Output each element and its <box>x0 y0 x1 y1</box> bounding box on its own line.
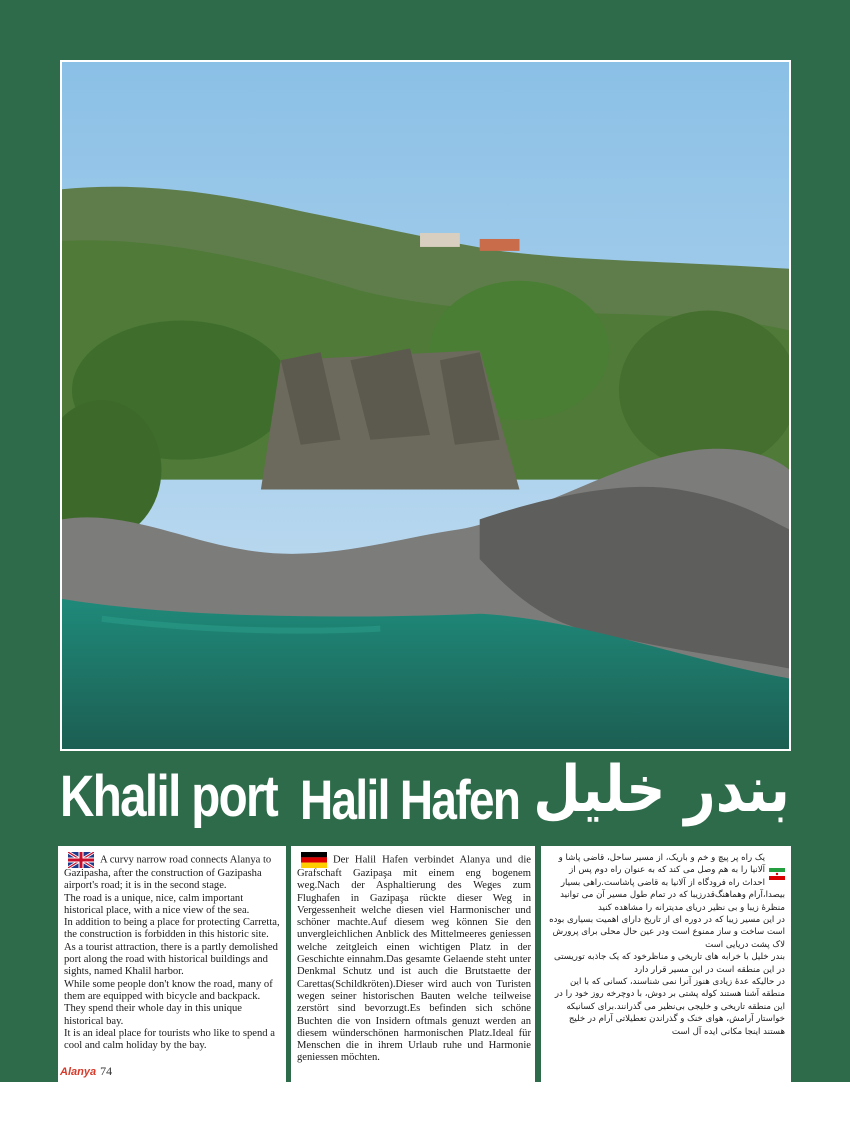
persian-paragraph: در این مسیر زیبا که در دوره ای از تاریخ دارای اهمیت بسیاری بوده است ساخت و ساز ممنوع است ودر عین حال محلی برای پرورش لاک پشت دریایی است <box>549 915 785 950</box>
english-paragraph: It is an ideal place for tourists who like to spend a cool and calm holiday by the bay. <box>64 1027 275 1052</box>
english-paragraph: In addition to being a place for protecting Carretta, the construction is forbidden in this historic site. <box>64 917 280 941</box>
english-paragraph: The road is a unique, nice, calm important historical place, with a nice view of the sea. <box>64 892 250 916</box>
english-paragraph: As a tourist attraction, there is a partly demolished port along the road with historical buildings and sights, named Khalil harbor. <box>64 941 278 978</box>
iran-flag-icon <box>769 868 785 880</box>
english-text-line: A curvy narrow road connects Alanya to Gazipasha, after the construction of Gazipasha airport's road; it is in the second stage. <box>64 854 272 892</box>
persian-paragraph: یک راه پر پیچ و خم و باریک، از مسیر ساحل، قاضی پاشا و آلانیا را به هم وصل می کند که به عنوان راه دوم پس از احداث راه فرودگاه از آلانیا به قاضی پاشاست.راهی بسیار بیصدا،آرام وهماهنگ‌قدرزیبا که در تمام طول مسیر آن می توانید منظرهٔ زیبا و بی نظیر دریای مدیترانه را مشاهده کنید <box>558 853 785 913</box>
uk-flag-icon <box>68 852 94 868</box>
headline-english: Khalil port <box>60 764 278 829</box>
english-paragraph: While some people don't know the road, many of them are equipped with bicycle and backpack. They spend their whole day in this unique historical bay. <box>64 978 273 1027</box>
english-column <box>58 846 286 1082</box>
persian-paragraph: بندر خلیل با خرابه های تاریخی و مناظرخود که یک جاذبه توریستی در این منطقه است در این مسیر قرار دارد <box>553 952 785 975</box>
persian-column <box>541 846 791 1082</box>
german-column <box>291 846 535 1082</box>
headline-german: Halil Hafen <box>300 768 520 831</box>
german-text: Der Halil Hafen verbindet Alanya und die Grafschaft Gazipaşa mit einem eng bogenem weg.Nach der Asphaltierung des Weges zum Flughafen in Gazipaşa rückte dieser Weg in Vergessenheit welche diesen viel Harmonischer und schöner machte.Auf diesem weg können Sie den unvergleichlichen Anblick des Mittelmeeres geniessen welche zeitgleich einen wichtigen Platz in der Geschichte einnahm.Das gesamte Gelaende steht unter Denkmal Schutz und ist auch die Brutstaette der Carettas(Schildkröten).Dieser wird auch von Turisten wegen seiner historischen Bauten welche teilweise zerstört sind bevorzugt.Es befinden sich schöne Buchten die von Insidern oftmals genuzt werden an diesem wünderschönen harmonischen Platz.Ideal für Menschen die in ihrem Urlaub ruhe und Harmonie geniessen möchten. <box>297 854 531 1064</box>
harbor-ruins-photo <box>60 60 791 751</box>
english-paragraph <box>64 852 282 893</box>
persian-paragraph: در حالیکه عدهٔ زیادی هنوز آنرا نمی شناسند، کسانی که با این منطقه آشنا هستند کوله پشتی بر دوش، با دوچرخه روز خود را در این منطقه تاریخی و خلیجی بی‌نظیر می گذرانند.برای کسانیکه خواستار آرامش، هوای خنک و گذراندن تعطیلاتی آرام در خلیج هستند اینجا مکانی ایده آل است <box>554 977 785 1037</box>
germany-flag-icon <box>301 852 327 868</box>
page-footer <box>60 1064 112 1079</box>
landscape-illustration <box>62 62 789 749</box>
magazine-logo: Alanya <box>60 1065 97 1078</box>
page-number: 74 <box>100 1064 113 1078</box>
headline-persian: بندر خلیل <box>533 753 790 827</box>
